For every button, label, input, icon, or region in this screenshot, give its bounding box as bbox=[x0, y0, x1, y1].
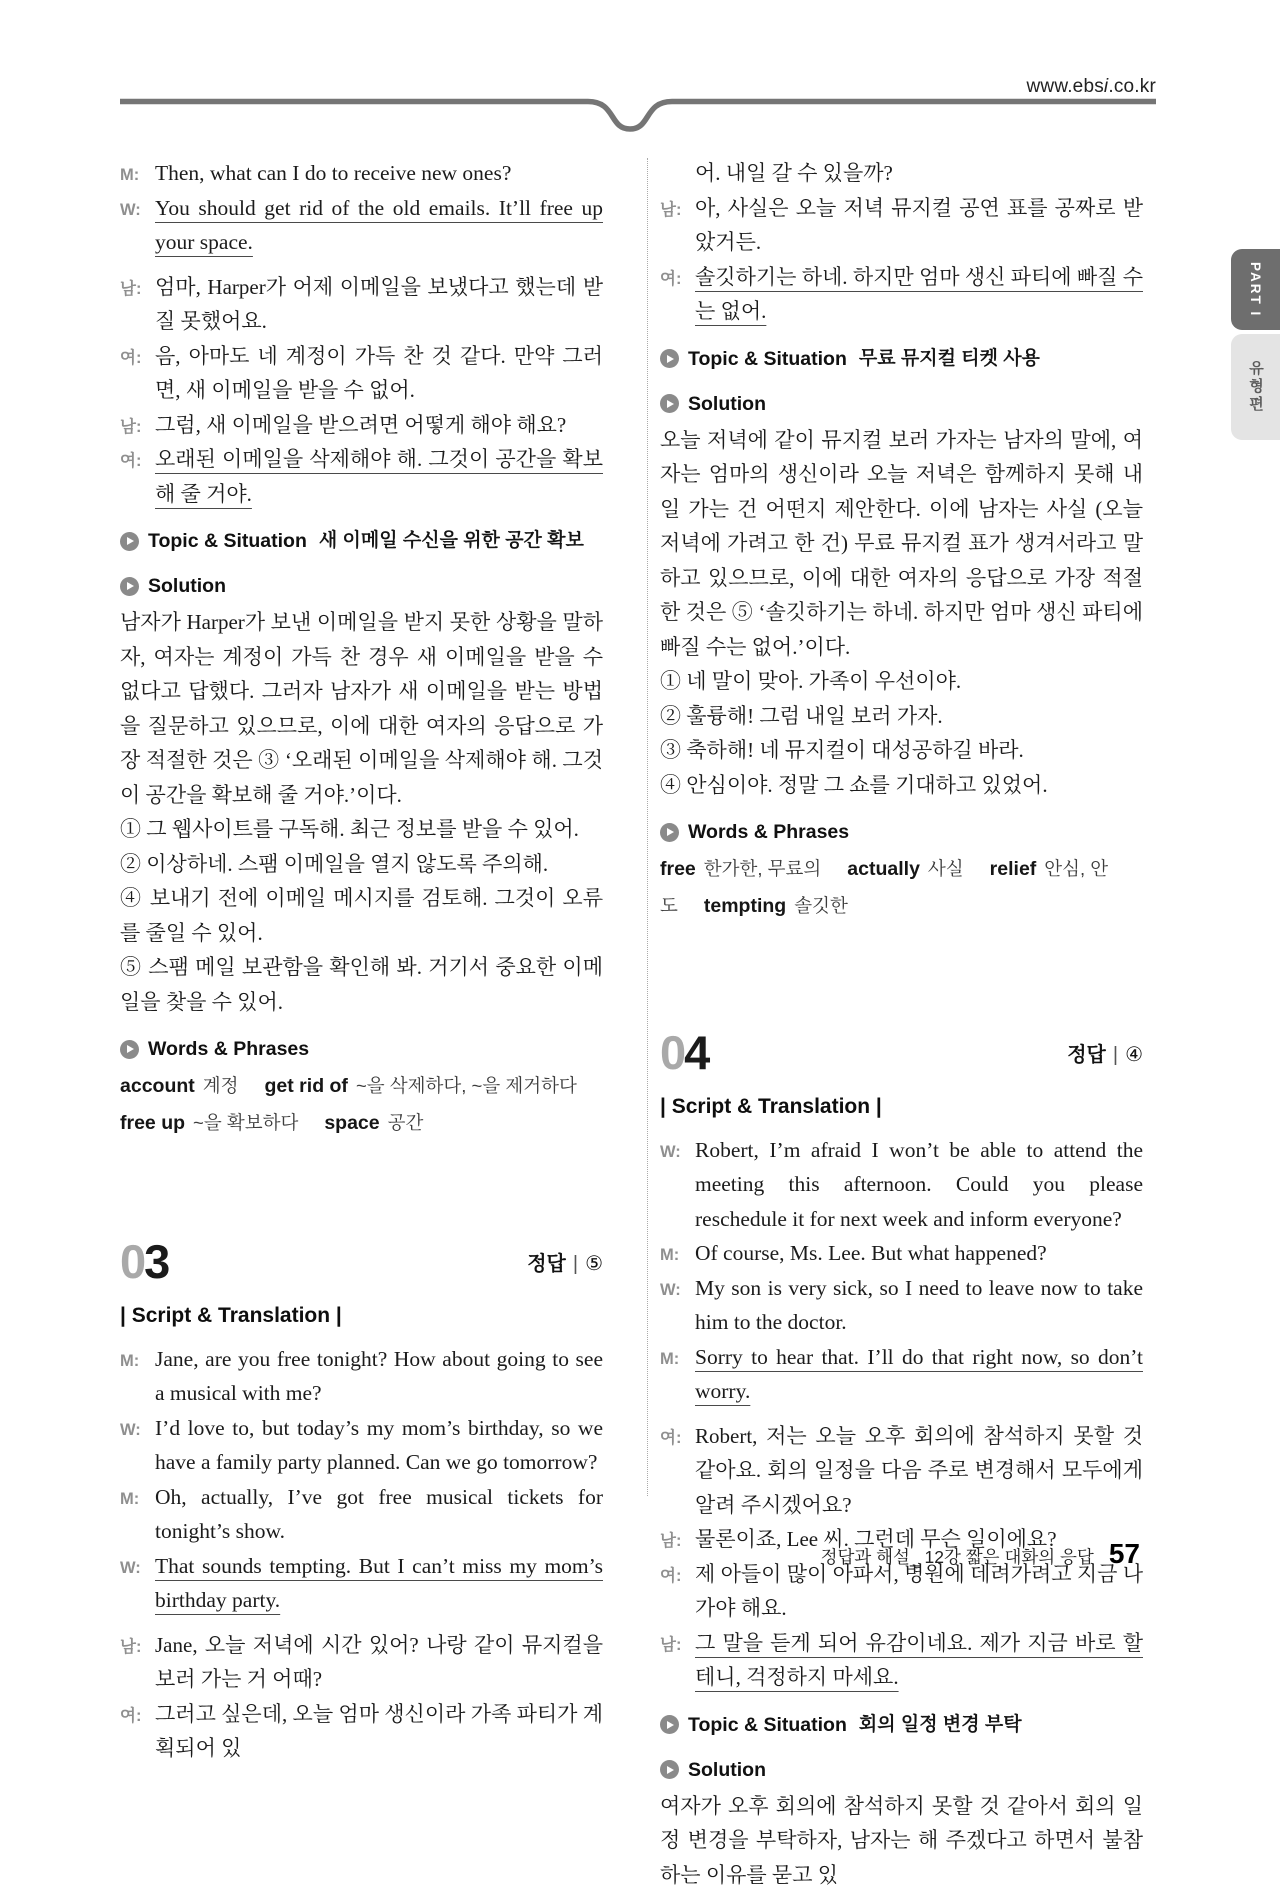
speaker-label: 남: bbox=[660, 1628, 681, 1663]
dialogue-text: 솔깃하기는 하네. 하지만 엄마 생신 파티에 빠질 수는 없어. bbox=[695, 265, 1143, 324]
script-translation-label: | Script & Translation | bbox=[120, 1299, 603, 1334]
answer-badge: 정답 | ④ bbox=[1067, 1038, 1143, 1077]
speaker-label: 여: bbox=[660, 1559, 681, 1594]
topic-text: 새 이메일 수신을 위한 공간 확보 bbox=[319, 526, 584, 556]
play-icon bbox=[660, 349, 679, 368]
speaker-label: W: bbox=[120, 1413, 141, 1448]
vocab-term: tempting bbox=[704, 895, 786, 917]
answer-option: ④ 보내기 전에 이메일 메시지를 검토해. 그것이 오류를 줄일 수 있어. bbox=[120, 881, 603, 950]
dialogue-text: You should get rid of the old emails. It’ll free up your space. bbox=[155, 196, 603, 255]
dialogue-text: Oh, actually, I’ve got free musical tickets for tonight’s show. bbox=[155, 1485, 603, 1544]
solution-header bbox=[660, 389, 1143, 419]
vocab-term: free up bbox=[120, 1112, 185, 1134]
solution-header bbox=[660, 1755, 1143, 1785]
dialogue-line bbox=[120, 1549, 603, 1618]
speaker-label: 남: bbox=[120, 410, 141, 445]
footer-label: 정답과 해설_ 12강 짧은 대화의 응답 bbox=[821, 1544, 1094, 1569]
dialogue-line bbox=[660, 1419, 1143, 1523]
play-icon bbox=[120, 577, 139, 596]
dialogue-line bbox=[120, 1628, 603, 1697]
topic-label: Topic & Situation bbox=[688, 1710, 847, 1740]
answer-option: ④ 안심이야. 정말 그 쇼를 기대하고 있었어. bbox=[660, 768, 1143, 803]
page-number: 57 bbox=[1109, 1538, 1140, 1570]
right-column bbox=[660, 156, 1143, 1892]
dialogue-line bbox=[120, 1697, 603, 1766]
tab-part-1[interactable] bbox=[1231, 249, 1280, 330]
question-number: 04 bbox=[660, 1029, 708, 1076]
dialogue-text: I’d love to, but today’s my mom’s birthday, so we have a family party planned. Can we go tomorrow? bbox=[155, 1416, 603, 1475]
speaker-label: 여: bbox=[660, 262, 681, 297]
speaker-label: M: bbox=[120, 158, 139, 193]
speaker-label: W: bbox=[120, 193, 141, 228]
vocab-meaning: 솔깃한 bbox=[794, 895, 848, 916]
play-icon bbox=[120, 1040, 139, 1059]
question-heading bbox=[660, 1029, 1143, 1076]
answer-option: ① 네 말이 맞아. 가족이 우선이야. bbox=[660, 664, 1143, 699]
script-translation-label: | Script & Translation | bbox=[660, 1090, 1143, 1125]
dialogue-text: 엄마, Harper가 어제 이메일을 보냈다고 했는데 받질 못했어요. bbox=[155, 275, 603, 334]
speaker-label: M: bbox=[660, 1342, 679, 1377]
play-icon bbox=[120, 532, 139, 551]
dialogue-line bbox=[660, 260, 1143, 329]
topic-label: Topic & Situation bbox=[148, 526, 307, 556]
dialogue-line bbox=[120, 191, 603, 260]
speaker-label: M: bbox=[120, 1482, 139, 1517]
answer-option: ② 이상하네. 스팸 이메일을 열지 않도록 주의해. bbox=[120, 847, 603, 882]
site-url: www.ebsi.co.kr bbox=[1026, 76, 1156, 98]
vocab-meaning: 한가한, 무료의 bbox=[704, 858, 822, 879]
tab-part-label: PART I bbox=[1248, 262, 1263, 317]
dialogue-line bbox=[120, 1480, 603, 1549]
topic-text: 회의 일정 변경 부탁 bbox=[859, 1710, 1022, 1740]
speaker-label: W: bbox=[660, 1135, 681, 1170]
dialogue-line bbox=[660, 1133, 1143, 1237]
dialogue-line bbox=[660, 1271, 1143, 1340]
vocab-list bbox=[660, 851, 1143, 925]
answer-option: ③ 축하해! 네 뮤지컬이 대성공하길 바라. bbox=[660, 733, 1143, 768]
dialogue-text: Sorry to hear that. I’ll do that right now, so don’t worry. bbox=[695, 1345, 1143, 1404]
topic-situation-header bbox=[660, 1710, 1143, 1740]
dialogue-text: 음, 아마도 네 계정이 가득 찬 것 같다. 만약 그러면, 새 이메일을 받을 수 없어. bbox=[155, 344, 603, 403]
speaker-label: 남: bbox=[660, 1524, 681, 1559]
topic-situation-header bbox=[660, 344, 1143, 374]
solution-paragraph: 남자가 Harper가 보낸 이메일을 받지 못한 상황을 말하자, 여자는 계정이 가득 찬 경우 새 이메일을 받을 수 없다고 답했다. 그러자 남자가 새 이메일을 받는 방법을 질문하고 있으므로, 이에 대한 여자의 응답으로 가장 적절한 것은 ③ ‘오래된 이메일을 삭제해야 해. 그것이 공간을 확보해 줄 거야.’이다. bbox=[120, 605, 603, 812]
dialogue-text: My son is very sick, so I need to leave now to take him to the doctor. bbox=[695, 1276, 1143, 1335]
vocab-term: relief bbox=[990, 858, 1037, 880]
dialogue-line bbox=[660, 1340, 1143, 1409]
page-footer bbox=[821, 1538, 1140, 1570]
dialogue-line bbox=[120, 1411, 603, 1480]
speaker-label: 여: bbox=[120, 341, 141, 376]
answer-option: ⑤ 스팸 메일 보관함을 확인해 봐. 거기서 중요한 이메일을 찾을 수 있어. bbox=[120, 950, 603, 1019]
dialogue-line bbox=[120, 1342, 603, 1411]
question-number: 03 bbox=[120, 1238, 168, 1285]
solution-paragraph: 오늘 저녁에 같이 뮤지컬 보러 가자는 남자의 말에, 여자는 엄마의 생신이라 오늘 저녁은 함께하지 못해 내일 가는 건 어떤지 제안한다. 이에 남자는 사실 (오늘 저녁에 가려고 한 건) 무료 뮤지컬 표가 생겨서라고 말하고 있으므로, 이에 대한 여자의 응답으로 가장 적절한 것은 ⑤ ‘솔깃하기는 하네. 하지만 엄마 생신 파티에 빠질 수는 없어.’이다. bbox=[660, 423, 1143, 665]
speaker-label: 남: bbox=[660, 193, 681, 228]
vocab-meaning: 계정 bbox=[203, 1075, 239, 1096]
vocab-meaning: 사실 bbox=[928, 858, 964, 879]
dialogue-text: Jane, 오늘 저녁에 시간 있어? 나랑 같이 뮤지컬을 보러 가는 거 어때? bbox=[155, 1633, 603, 1692]
dialogue-line bbox=[120, 156, 603, 191]
play-icon bbox=[660, 1760, 679, 1779]
tab-section-label: 유형편 bbox=[1245, 360, 1266, 414]
left-column bbox=[120, 156, 603, 1766]
play-icon bbox=[660, 394, 679, 413]
dialogue-text: 그 말을 듣게 되어 유감이네요. 제가 지금 바로 할 테니, 걱정하지 마세요. bbox=[695, 1631, 1143, 1690]
dialogue-text: 그럼, 새 이메일을 받으려면 어떻게 해야 해요? bbox=[155, 413, 566, 437]
answer-option: ② 훌륭해! 그럼 내일 보러 가자. bbox=[660, 699, 1143, 734]
dialogue-line bbox=[120, 339, 603, 408]
words-label: Words & Phrases bbox=[148, 1034, 309, 1064]
topic-label: Topic & Situation bbox=[688, 344, 847, 374]
speaker-label: 남: bbox=[120, 1630, 141, 1665]
speaker-label: 남: bbox=[120, 272, 141, 307]
vocab-term: account bbox=[120, 1075, 195, 1097]
speaker-label: W: bbox=[120, 1551, 141, 1586]
topic-text: 무료 뮤지컬 티켓 사용 bbox=[859, 344, 1040, 374]
speaker-label: M: bbox=[660, 1238, 679, 1273]
vocab-meaning: ~을 삭제하다, ~을 제거하다 bbox=[356, 1075, 577, 1096]
speaker-label: 여: bbox=[660, 1421, 681, 1456]
dialogue-line bbox=[120, 270, 603, 339]
dialogue-text: Jane, are you free tonight? How about going to see a musical with me? bbox=[155, 1347, 603, 1406]
dialogue-text: 그러고 싶은데, 오늘 엄마 생신이라 가족 파티가 계획되어 있 bbox=[155, 1702, 603, 1761]
answer-badge: 정답 | ⑤ bbox=[527, 1247, 603, 1286]
play-icon bbox=[660, 1715, 679, 1734]
dialogue-text: Robert, 저는 오늘 오후 회의에 참석하지 못할 것 같아요. 회의 일정을 다음 주로 변경해서 모두에게 알려 주시겠어요? bbox=[695, 1424, 1143, 1517]
vocab-term: space bbox=[324, 1112, 379, 1134]
dialogue-text: 아, 사실은 오늘 저녁 뮤지컬 공연 표를 공짜로 받았거든. bbox=[695, 196, 1143, 255]
solution-paragraph: 여자가 오후 회의에 참석하지 못할 것 같아서 회의 일정 변경을 부탁하자, 남자는 해 주겠다고 하면서 불참하는 이유를 묻고 있 bbox=[660, 1789, 1143, 1892]
words-phrases-header bbox=[120, 1034, 603, 1064]
answer-option: ① 그 웹사이트를 구독해. 최근 정보를 받을 수 있어. bbox=[120, 812, 603, 847]
dialogue-line bbox=[660, 1236, 1143, 1271]
vocab-meaning: 공간 bbox=[388, 1112, 424, 1133]
answer-options bbox=[660, 664, 1143, 802]
solution-label: Solution bbox=[148, 571, 226, 601]
words-label: Words & Phrases bbox=[688, 817, 849, 847]
vocab-term: actually bbox=[847, 858, 920, 880]
dialogue-text: 물론이죠, Lee 씨. 그런데 무슨 일이에요? bbox=[695, 1527, 1057, 1551]
vocab-meaning: ~을 확보하다 bbox=[193, 1112, 298, 1133]
solution-label: Solution bbox=[688, 389, 766, 419]
header-rule bbox=[120, 98, 1156, 138]
speaker-label: W: bbox=[660, 1273, 681, 1308]
speaker-label: M: bbox=[120, 1344, 139, 1379]
dialogue-text: 어. 내일 갈 수 있을까? bbox=[695, 161, 893, 185]
speaker-label: 여: bbox=[120, 1699, 141, 1734]
dialogue-line bbox=[660, 1626, 1143, 1695]
vocab-meaning: 안심, 안도 bbox=[660, 858, 1108, 916]
topic-situation-header bbox=[120, 526, 603, 556]
column-divider bbox=[647, 158, 648, 1496]
vocab-term: get rid of bbox=[265, 1075, 348, 1097]
solution-label: Solution bbox=[688, 1755, 766, 1785]
play-icon bbox=[660, 823, 679, 842]
dialogue-text: Of course, Ms. Lee. But what happened? bbox=[695, 1241, 1047, 1265]
vocab-term: free bbox=[660, 858, 696, 880]
dialogue-text: 제 아들이 많이 아파서, 병원에 데려가려고 지금 나가야 해요. bbox=[695, 1562, 1143, 1621]
dialogue-text: 오래된 이메일을 삭제해야 해. 그것이 공간을 확보해 줄 거야. bbox=[155, 447, 603, 506]
dialogue-line bbox=[120, 442, 603, 511]
vocab-list bbox=[120, 1068, 603, 1142]
dialogue-line bbox=[660, 191, 1143, 260]
words-phrases-header bbox=[660, 817, 1143, 847]
question-heading bbox=[120, 1238, 603, 1285]
dialogue-text: Robert, I’m afraid I won’t be able to attend the meeting this afternoon. Could you please reschedule it for next week and inform everyone? bbox=[695, 1138, 1143, 1231]
answer-options bbox=[120, 812, 603, 1019]
dialogue-text: That sounds tempting. But I can’t miss my mom’s birthday party. bbox=[155, 1554, 603, 1613]
dialogue-text: Then, what can I do to receive new ones? bbox=[155, 161, 511, 185]
dialogue-line-continuation bbox=[660, 156, 1143, 191]
solution-header bbox=[120, 571, 603, 601]
tab-section-type[interactable] bbox=[1231, 334, 1280, 440]
speaker-label: 여: bbox=[120, 444, 141, 479]
dialogue-line bbox=[120, 408, 603, 443]
